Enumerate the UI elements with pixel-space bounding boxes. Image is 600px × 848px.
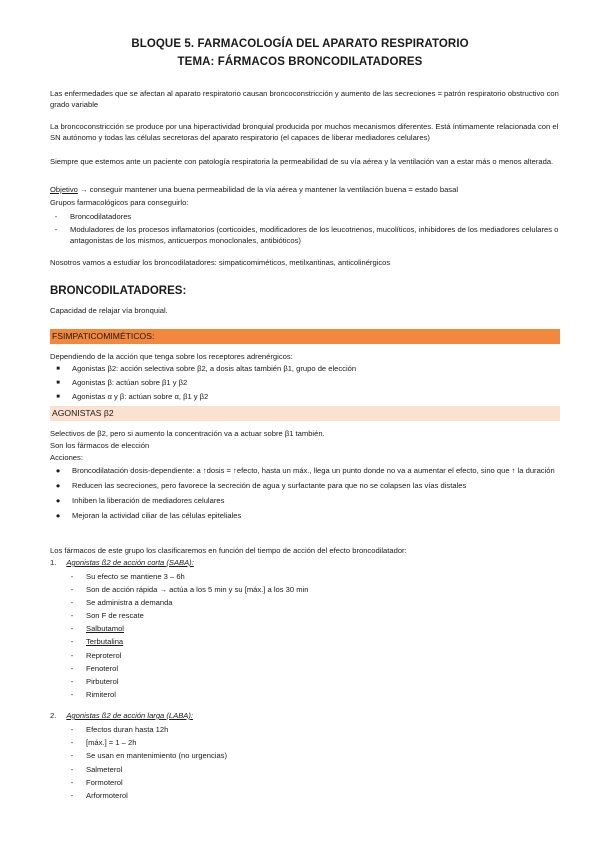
dot-bullet: ● (55, 466, 61, 475)
list-item: - Efectos duran hasta 12h (70, 725, 169, 734)
list-item: - Son de acción rápida → actúa a los 5 min y su [máx.] a los 30 min (70, 585, 309, 595)
list-item: - Terbutalina (70, 637, 124, 647)
list-item: - [máx.] = 1 – 2h (70, 738, 137, 748)
acciones-heading: Acciones: (50, 453, 83, 462)
section-band-agonistas-b2 (50, 406, 560, 421)
list-item: ● Broncodilatación dosis-dependiente: a ↑dosis = ↑efecto, hasta un máx., llega un punto donde no va a aumentar el efecto, sino que ↑ la duración (72, 465, 560, 476)
list-item: - Moduladores de los procesos inflamatorios (corticoides, modificadores de los leucotrienos, mucolíticos, inhibidores de los mediadores celulares o antagonistas de los mismos, anticuerpos monoclonales, antibióticos) (70, 224, 560, 246)
laba-heading (50, 710, 560, 721)
list-item: - Arformoterol (70, 791, 128, 801)
document-subtitle: TEMA: FÁRMACOS BRONCODILATADORES (177, 56, 423, 68)
agonistas-line-2: Son los fármacos de elección (50, 441, 150, 450)
dot-bullet: ● (55, 496, 61, 505)
simpatico-lead: Dependiendo de la acción que tenga sobre los receptores adrenérgicos: (50, 352, 293, 361)
list-item: ■ Agonistas β2: acción selectiva sobre β2, a dosis altas también β1, grupo de elección (72, 362, 560, 376)
square-bullet: ■ (56, 366, 60, 372)
band-label: FSIMPATICOMIMÉTICOS: (52, 331, 155, 341)
section-band-simpaticomimeticos (50, 329, 560, 344)
saba-list (70, 570, 556, 701)
agonistas-line-1: Selectivos de β2, pero si aumento la concentración va a actuar sobre β1 también. (50, 429, 325, 438)
groups-list (54, 211, 560, 246)
laba-number: 2. (50, 711, 57, 720)
list-item: - Su efecto se mantiene 3 – 6h (70, 572, 185, 581)
section-heading-broncodilatadores: BRONCODILATADORES: (50, 285, 187, 297)
band-label: AGONISTAS β2 (52, 408, 114, 418)
list-item: ● Inhiben la liberación de mediadores celulares (72, 495, 560, 506)
document-title: BLOQUE 5. FARMACOLOGÍA DEL APARATO RESPIRATORIO (131, 38, 469, 50)
list-item: - Reproterol (70, 650, 122, 660)
list-item: - Se administra a demanda (70, 598, 173, 608)
saba-number: 1. (50, 558, 57, 567)
list-item: - Broncodilatadores (70, 211, 560, 222)
list-item: - Rimiterol (70, 689, 116, 699)
intro-paragraph-4: Nosotros vamos a estudiar los broncodilatadores: simpaticomiméticos, metilxantinas, anticolinérgicos (50, 258, 391, 267)
acciones-list (55, 465, 560, 521)
list-item: - Son F de rescate (70, 611, 144, 621)
list-item: - Salbutamol (70, 624, 124, 634)
objetivo-text: → conseguir mantener una buena permeabilidad de la vía aérea y mantener la ventilación buena = estado basal (77, 185, 459, 194)
dash-marker: - (54, 212, 58, 221)
list-item: ● Mejoran la actividad ciliar de las células epiteliales (72, 510, 560, 521)
list-item: ● Reducen las secreciones, pero favorece la secreción de agua y surfactante para que no se colapsen las vías distales (72, 480, 560, 491)
list-item: - Fenoterol (70, 663, 119, 673)
saba-title: Agonistas ß2 de acción corta (SABA): (66, 558, 194, 567)
clasificacion-text: Los fármacos de este grupo los clasificaremos en función del tiempo de acción del efecto broncodilatador: (50, 546, 407, 555)
list-item: - Se usan en mantenimiento (no urgencias) (70, 751, 227, 761)
square-bullet: ■ (56, 394, 60, 400)
list-item: - Formoterol (70, 777, 123, 787)
list-item: - Salmeterol (70, 764, 123, 774)
objetivo-line (50, 184, 560, 195)
intro-paragraph-3: Siempre que estemos ante un paciente con patología respiratoria la permeabilidad de su vía aérea y la ventilación van a estar más o menos alterada. (50, 157, 554, 166)
broncodilatadores-desc: Capacidad de relajar vía bronquial. (50, 306, 168, 315)
dash-marker: - (54, 225, 58, 234)
dot-bullet: ● (55, 481, 61, 490)
grupos-heading: Grupos farmacológicos para conseguirlo: (50, 198, 189, 207)
receptor-list (56, 362, 560, 404)
saba-heading (50, 557, 560, 568)
list-item: ■ Agonistas β: actúan sobre β1 y β2 (72, 376, 560, 390)
laba-title: Agonistas ß2 de acción larga (LABA): (66, 711, 193, 720)
laba-list (70, 723, 556, 802)
list-item: - Pirbuterol (70, 676, 119, 686)
square-bullet: ■ (56, 380, 60, 386)
objetivo-label: Objetivo (50, 185, 78, 194)
list-item: ■ Agonistas α y β: actúan sobre α, β1 y β2 (72, 390, 560, 404)
intro-paragraph-2: La broncoconstricción se produce por una hiperactividad bronquial producida por muchos mecanismos diferentes. Está íntimamente relacionada con el SN autónomo y todas las células secretoras del aparato respiratorio (el capaces de liberar mediadores celulares) (50, 122, 559, 142)
dot-bullet: ● (55, 511, 61, 520)
intro-paragraph-1: Las enfermedades que se afectan al aparato respiratorio causan broncoconstricción y aumento de las secreciones = patrón respiratorio obstructivo con grado variable (50, 89, 559, 109)
